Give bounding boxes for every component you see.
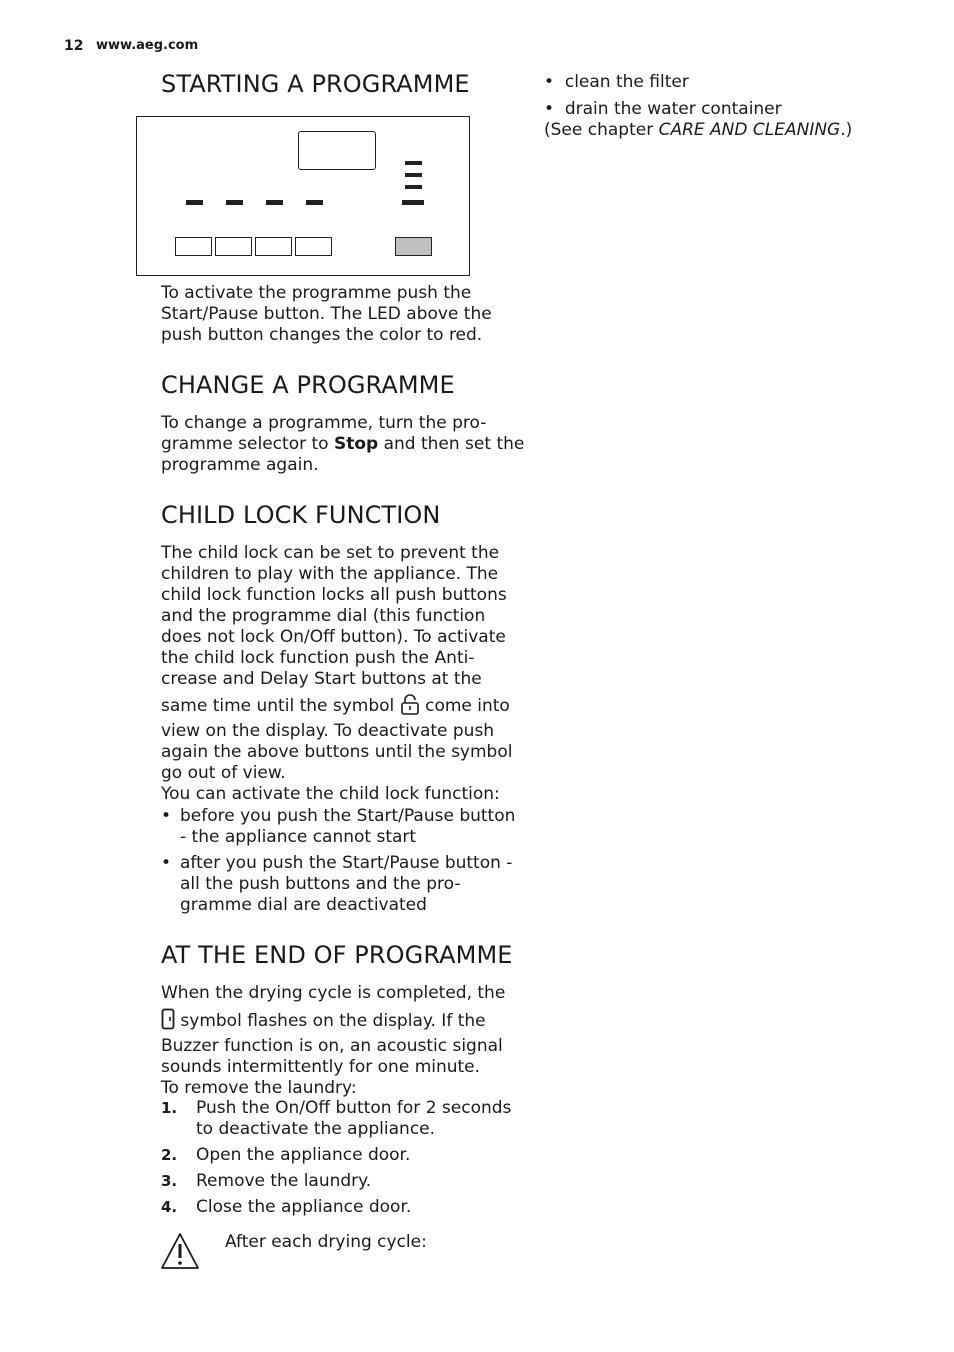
text-fragment: gramme selector to	[161, 434, 334, 454]
text-line: Buzzer function is on, an acoustic signal	[161, 1036, 503, 1056]
text-line	[161, 434, 524, 455]
level-bar	[405, 173, 422, 177]
text-line: Remove the laundry.	[196, 1171, 372, 1191]
step-number: 3.	[161, 1172, 178, 1190]
text-line: To remove the laundry:	[161, 1078, 357, 1098]
text-line: You can activate the child lock function:	[161, 784, 500, 804]
step-number: 2.	[161, 1146, 178, 1164]
text-line: To activate the programme push the	[161, 283, 472, 303]
text-line: the child lock function push the Anti-	[161, 648, 475, 668]
start-paragraph	[161, 283, 492, 346]
step-number: 1.	[161, 1099, 178, 1117]
led-dash	[306, 200, 323, 205]
list-item	[161, 1145, 511, 1166]
level-bar	[402, 200, 424, 205]
text-fragment: symbol flashes on the display. If the	[175, 1011, 486, 1031]
heading-starting-programme: STARTING A PROGRAMME	[161, 70, 470, 98]
text-line: - the appliance cannot start	[180, 827, 417, 847]
text-fragment: (See chapter	[544, 120, 659, 140]
text-line: Start/Pause button. The LED above the	[161, 304, 492, 324]
heading-child-lock: CHILD LOCK FUNCTION	[161, 501, 441, 529]
bullet-glyph: •	[161, 853, 172, 873]
text-line: Close the appliance door.	[196, 1197, 412, 1217]
text-line: programme again.	[161, 455, 319, 475]
display-window	[298, 131, 376, 170]
led-dash	[266, 200, 283, 205]
chapter-link[interactable]: CARE AND CLEANING	[658, 120, 841, 140]
level-bar	[405, 185, 422, 189]
text-line: again the above buttons until the symbol	[161, 742, 513, 762]
child-lock-paragraph	[161, 543, 512, 805]
panel-button	[255, 237, 292, 256]
text-line: all the push buttons and the pro-	[180, 874, 461, 894]
padlock-icon	[400, 694, 420, 721]
text-line: to deactivate the appliance.	[196, 1119, 436, 1139]
list-item	[161, 806, 515, 848]
header-url[interactable]: www.aeg.com	[96, 38, 199, 53]
start-pause-button-illustration	[395, 237, 432, 256]
led-dash	[226, 200, 243, 205]
bullet-glyph: •	[544, 72, 555, 92]
heading-change-programme: CHANGE A PROGRAMME	[161, 371, 455, 399]
stop-keyword: Stop	[333, 434, 379, 454]
level-bar	[405, 161, 422, 165]
text-line: before you push the Start/Pause button	[180, 806, 516, 826]
text-line	[161, 694, 512, 721]
child-lock-bullet-list	[161, 806, 515, 921]
text-line: The child lock can be set to prevent the	[161, 543, 500, 563]
text-fragment: come into	[419, 696, 510, 716]
list-item	[544, 72, 852, 93]
text-line: push button changes the color to red.	[161, 325, 483, 345]
text-fragment: .)	[840, 120, 853, 140]
list-item	[161, 1197, 511, 1218]
panel-button	[175, 237, 212, 256]
bullet-glyph: •	[544, 99, 555, 119]
door-open-icon	[161, 1008, 175, 1036]
text-line: child lock function locks all push buttons	[161, 585, 507, 605]
text-line	[161, 1008, 505, 1036]
text-line: To change a programme, turn the pro-	[161, 413, 487, 433]
text-fragment: and then set the	[378, 434, 525, 454]
remove-laundry-steps	[161, 1098, 511, 1223]
see-chapter-reference	[544, 120, 852, 141]
list-item	[161, 1171, 511, 1192]
control-panel-illustration	[136, 116, 470, 276]
list-item	[544, 99, 852, 120]
text-line: crease and Delay Start buttons at the	[161, 669, 482, 689]
heading-end-of-programme: AT THE END OF PROGRAMME	[161, 941, 513, 969]
warning-icon	[160, 1232, 200, 1274]
panel-button	[215, 237, 252, 256]
text-fragment: clean the filter	[564, 72, 689, 92]
text-line: children to play with the appliance. The	[161, 564, 499, 584]
text-line: go out of view.	[161, 763, 286, 783]
led-dash	[186, 200, 203, 205]
text-line: Open the appliance door.	[196, 1145, 411, 1165]
text-fragment: drain the water container	[564, 99, 782, 119]
text-fragment: same time until the symbol	[161, 696, 400, 716]
end-paragraph	[161, 983, 505, 1099]
text-line: sounds intermittently for one minute.	[161, 1057, 481, 1077]
step-number: 4.	[161, 1198, 178, 1216]
page-number: 12	[64, 38, 84, 54]
column-two	[544, 72, 852, 141]
list-item	[161, 853, 515, 916]
bullet-glyph: •	[161, 806, 172, 826]
text-line: When the drying cycle is completed, the	[161, 983, 506, 1003]
text-line: after you push the Start/Pause button -	[180, 853, 513, 873]
list-item	[161, 1098, 511, 1140]
warning-text: After each drying cycle:	[225, 1232, 427, 1252]
text-line: and the programme dial (this function	[161, 606, 486, 626]
change-paragraph	[161, 413, 524, 476]
text-line: Push the On/Off button for 2 seconds	[196, 1098, 512, 1118]
text-line: does not lock On/Off button). To activate	[161, 627, 506, 647]
panel-button	[295, 237, 332, 256]
text-line: gramme dial are deactivated	[180, 895, 427, 915]
text-line: view on the display. To deactivate push	[161, 721, 495, 741]
